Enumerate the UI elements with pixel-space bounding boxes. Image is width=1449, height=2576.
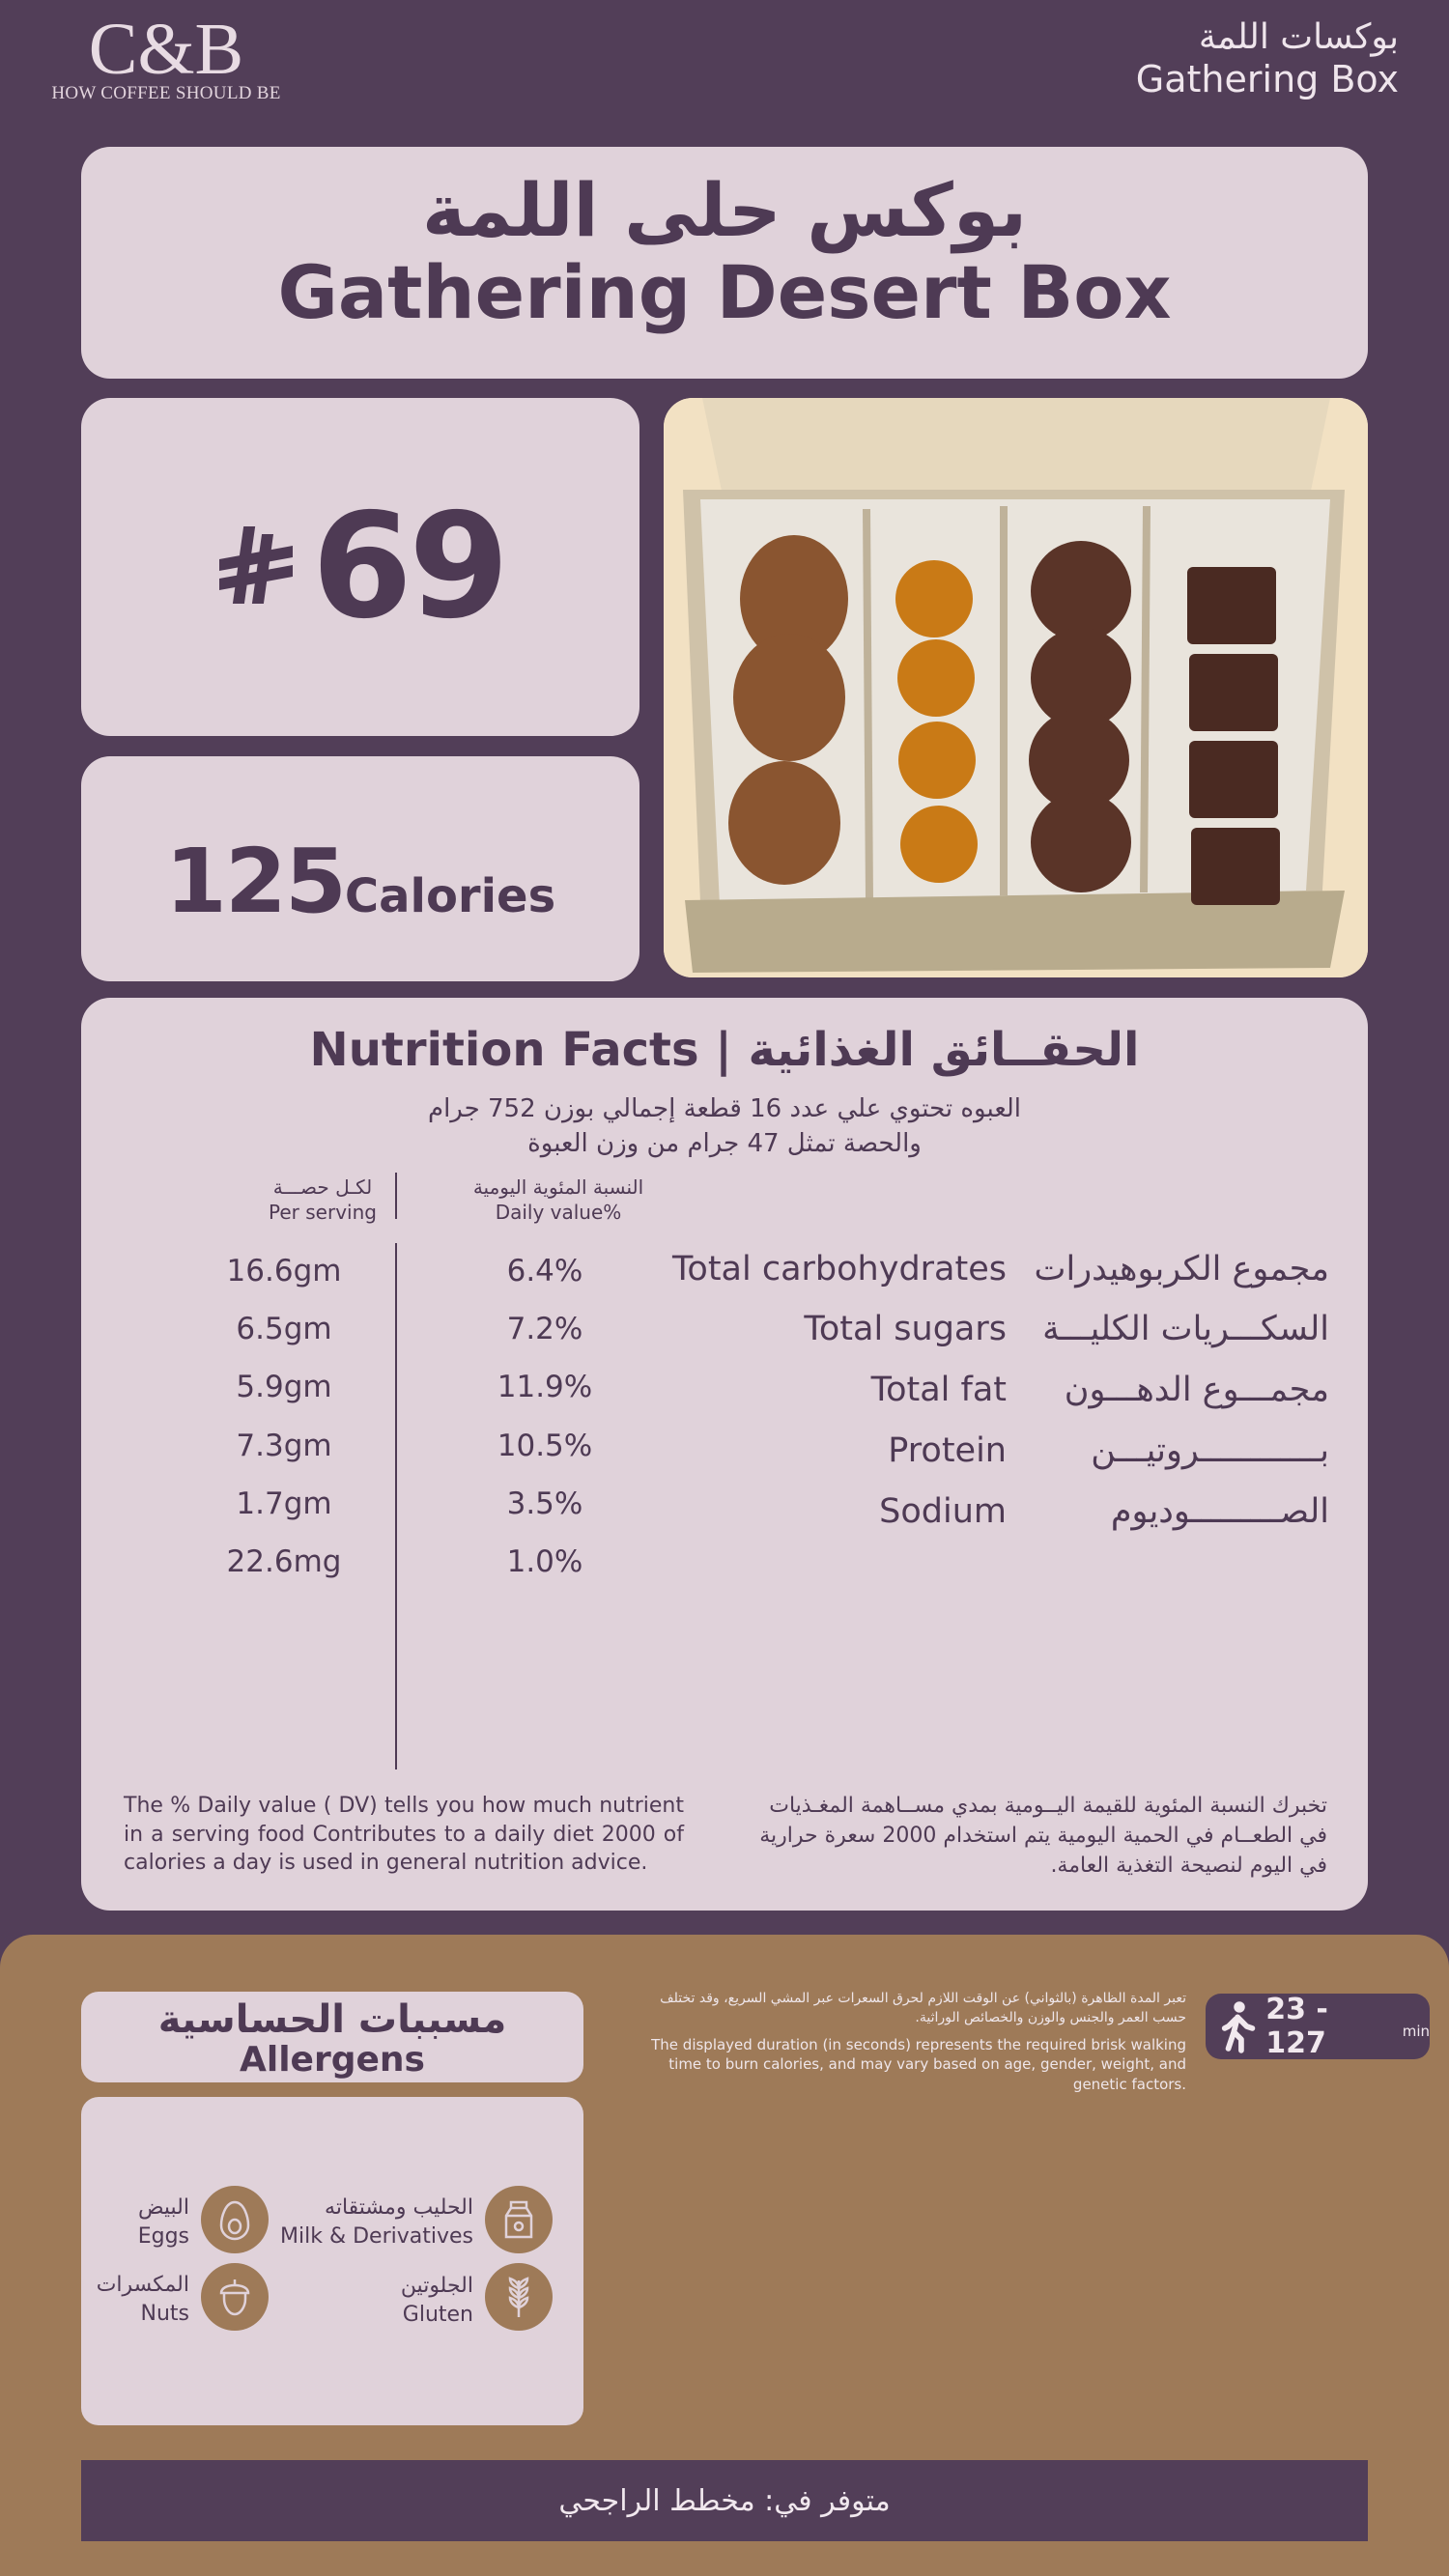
product-title-ar: بوكس حلى اللمة — [421, 167, 1028, 253]
walking-person-icon — [1219, 1999, 1256, 2053]
nutrient-label-ar: بــــــــــــروتيـــن — [1091, 1431, 1329, 1470]
walking-time-range: 23 - 127 — [1265, 1993, 1328, 2060]
walking-time-badge — [1206, 1994, 1430, 2059]
serving-amount: 16.6gm — [226, 1254, 342, 1288]
allergen-label-en: Eggs — [137, 2224, 189, 2249]
serving-amount: 1.7gm — [236, 1486, 332, 1521]
column-divider — [395, 1243, 397, 1769]
allergen-label-en: Milk & Derivatives — [280, 2224, 473, 2249]
nutrient-label-en: Protein — [888, 1431, 1007, 1470]
nutrition-title: Nutrition Facts | الحقــائق الغذائية — [309, 1023, 1140, 1077]
daily-value-header-ar: النسبة المئوية اليومية — [472, 1175, 644, 1199]
allergen-label-ar: المكسرات — [96, 2273, 189, 2297]
brand-logo — [50, 12, 282, 81]
calories-card — [81, 756, 639, 981]
category-title-en: Gathering Box — [1135, 58, 1399, 100]
walking-note-en: The displayed duration (in seconds) represents the required brisk walking time to burn calories, and may vary based on age, gender, weight, and genetic factors. — [651, 2036, 1186, 2093]
category-title-ar: بوكسات اللمة — [1198, 17, 1399, 57]
availability-bar: متوفر في: مخطط الراجحي — [81, 2460, 1368, 2541]
acorn-icon — [201, 2263, 269, 2331]
allergen-label-ar: البيض — [137, 2195, 189, 2220]
per-serving-header — [226, 1175, 419, 1225]
egg-icon — [201, 2186, 269, 2253]
allergen-label-ar: الجلوتين — [400, 2274, 473, 2298]
daily-value-percent: 1.0% — [506, 1544, 583, 1579]
daily-value-percent: 6.4% — [506, 1254, 583, 1288]
nutrition-facts-card — [81, 998, 1368, 1911]
allergens-title-en: Allergens — [240, 2040, 425, 2080]
allergen-label-ar: الحليب ومشتقاته — [325, 2195, 473, 2220]
daily-value-header — [452, 1175, 665, 1225]
daily-value-percent: 7.2% — [506, 1312, 583, 1346]
per-serving-header-ar: لكـل حصـــة — [272, 1175, 373, 1199]
svg-text:C&B: C&B — [88, 12, 244, 81]
serving-amount: 7.3gm — [236, 1429, 332, 1463]
saudi-riyal-icon — [215, 521, 297, 613]
daily-value-header-en: Daily value% — [495, 1201, 622, 1224]
allergen-label-en: Nuts — [140, 2302, 189, 2326]
walking-note-ar: تعبر المدة الظاهرة (بالثواني) عن الوقت اللازم لحرق السعرات عبر المشي السريع، وقد تختلف حسب العمر والجنس والوزن والخصائص الوراثية. — [660, 1991, 1186, 2025]
wheat-icon — [485, 2263, 553, 2331]
product-title-en: Gathering Desert Box — [277, 249, 1172, 336]
nutrient-label-en: Total carbohydrates — [671, 1250, 1007, 1288]
nutrient-label-en: Sodium — [879, 1492, 1007, 1531]
product-title-card — [81, 147, 1368, 379]
daily-value-percent: 10.5% — [497, 1429, 593, 1463]
nutrient-label-ar: الصـــــــــوديوم — [1110, 1492, 1329, 1531]
daily-value-note-ar: تخبرك النسبة المئوية للقيمة اليــومية بمدي مســاهمة المغـذيات في الطعــام في الحمية اليومية يتم استخدام 2000 سعرة حرارية في اليوم لنصيحة التغذية العامة. — [759, 1794, 1327, 1878]
price-card — [81, 398, 639, 736]
daily-value-percent: 3.5% — [506, 1486, 583, 1521]
serving-amount: 22.6mg — [226, 1544, 342, 1579]
nutrient-label-ar: مجموع الكربوهيدرات — [1034, 1250, 1329, 1288]
nutrition-subtitle-line1: العبوه تحتوي علي عدد 16 قطعة إجمالي بوزن 752 جرام — [427, 1094, 1022, 1123]
daily-value-note-en: The % Daily value ( DV) tells you how much nutrient in a serving food Contributes to a daily diet 2000 of calories a day is used in general nutrition advice. — [124, 1794, 684, 1876]
calories-value: 125 — [164, 830, 345, 933]
nutrient-label-en: Total fat — [870, 1371, 1007, 1409]
serving-amount: 6.5gm — [236, 1312, 332, 1346]
nutrient-label-ar: مجمـــوع الدهـــون — [1064, 1371, 1329, 1409]
serving-amount: 5.9gm — [236, 1370, 332, 1404]
walking-time-unit: min — [1402, 2023, 1430, 2040]
nutrient-label-ar: السكـــريات الكليـــة — [1042, 1310, 1329, 1348]
allergens-list-card — [81, 2097, 583, 2425]
allergen-label-en: Gluten — [402, 2303, 473, 2327]
allergens-title-card — [81, 1992, 583, 2082]
nutrient-label-en: Total sugars — [804, 1310, 1007, 1348]
column-divider-top — [395, 1173, 397, 1219]
nutrition-subtitle-line2: والحصة تمثل 47 جرام من وزن العبوة — [527, 1129, 922, 1158]
product-photo — [664, 398, 1368, 977]
milk-carton-icon — [485, 2186, 553, 2253]
per-serving-header-en: Per serving — [269, 1201, 377, 1224]
calories-label: Calories — [344, 869, 556, 923]
brand-tagline: HOW COFFEE SHOULD BE — [51, 83, 281, 103]
price-value: 69 — [311, 483, 506, 651]
allergens-title-ar: مسببات الحساسية — [157, 1997, 507, 2042]
daily-value-percent: 11.9% — [497, 1370, 593, 1404]
